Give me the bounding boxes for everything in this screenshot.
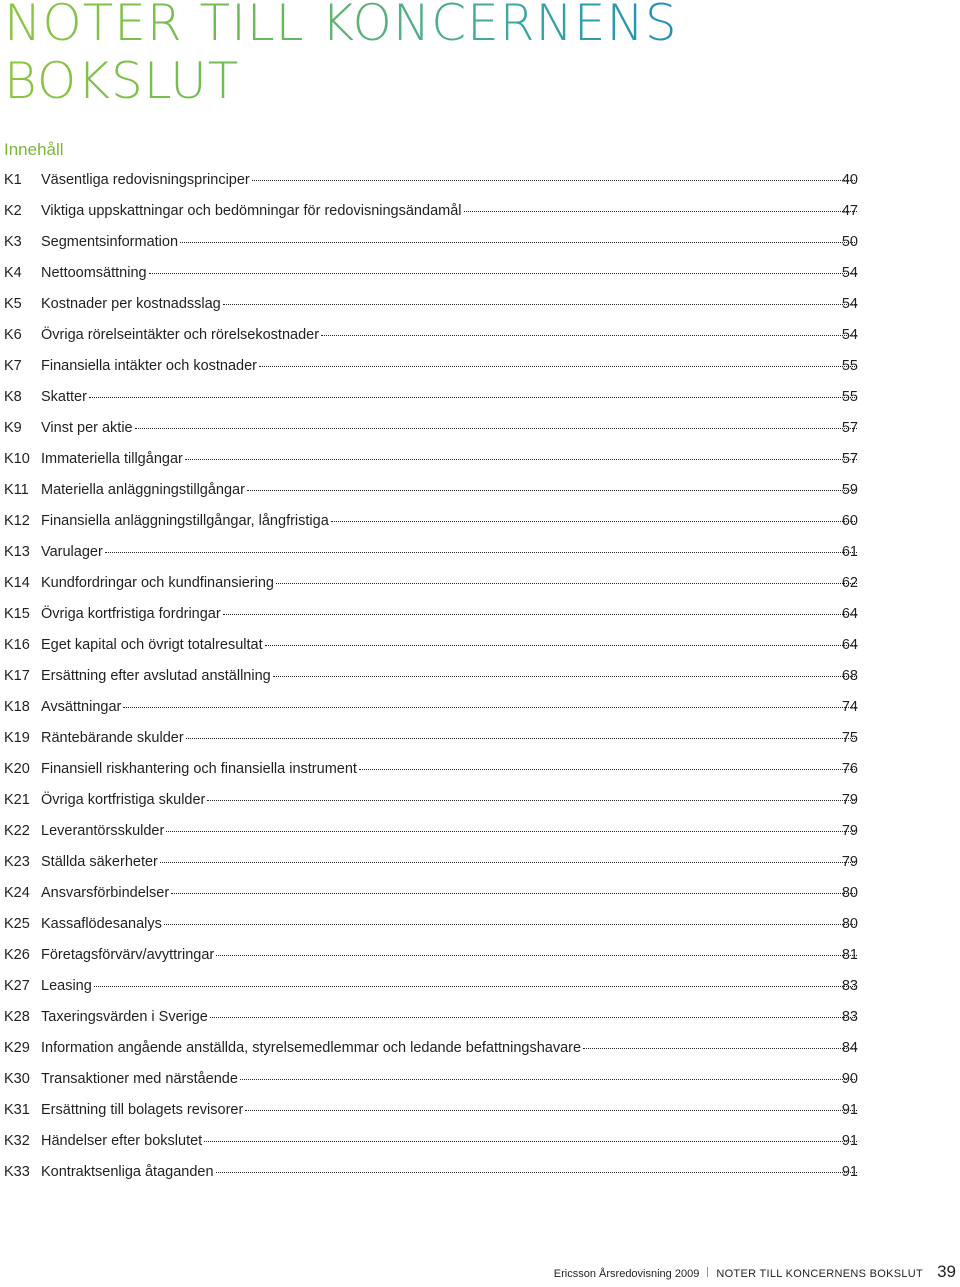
toc-row [0,260,960,291]
toc-entry-label: Ställda säkerheter [41,854,158,870]
toc-entry-label: Taxeringsvärden i Sverige [41,1009,208,1025]
footer-divider [707,1267,708,1277]
toc-note-number: K31 [4,1102,30,1118]
toc-note-number: K19 [4,730,30,746]
toc-dot-leader [359,769,857,770]
toc-row [0,1097,960,1128]
toc-row [0,570,960,601]
toc-note-number: K2 [4,203,22,219]
toc-dot-leader [185,459,857,460]
toc-row [0,849,960,880]
toc-row [0,1004,960,1035]
toc-entry [41,849,858,875]
toc-page-number: 79 [841,854,858,870]
toc-row [0,229,960,260]
toc-page-number: 79 [841,792,858,808]
toc-entry [41,291,858,317]
toc-page-number: 68 [841,668,858,684]
toc-page-number: 64 [841,606,858,622]
toc-dot-leader [252,180,857,181]
toc-page-number: 60 [841,513,858,529]
toc-row [0,725,960,756]
toc-dot-leader [180,242,857,243]
toc-dot-leader [223,614,857,615]
toc-entry-label: Materiella anläggningstillgångar [41,482,245,498]
toc-entry-label: Finansiella intäkter och kostnader [41,358,258,374]
toc-page-number: 54 [841,327,858,343]
toc-entry [41,508,858,534]
toc-entry [41,539,858,565]
toc-page-number: 83 [841,978,858,994]
toc-note-number: K10 [4,451,30,467]
toc-page-number: 81 [841,947,858,963]
toc-page-number: 64 [841,637,858,653]
toc-entry-label: Skatter [41,389,87,405]
toc-page-number: 50 [841,234,858,250]
toc-dot-leader [216,955,857,956]
toc-entry-label: Väsentliga redovisningsprinciper [41,172,250,188]
toc-dot-leader [164,924,857,925]
toc-entry-label: Leverantörsskulder [41,823,165,839]
toc-page-number: 61 [841,544,858,560]
toc-note-number: K5 [4,296,22,312]
toc-row [0,198,960,229]
toc-page-number: 47 [841,203,858,219]
toc-note-number: K13 [4,544,30,560]
toc-entry [41,415,858,441]
toc-row [0,601,960,632]
toc-row [0,539,960,570]
toc-page-number: 80 [841,885,858,901]
toc-entry [41,942,858,968]
toc-note-number: K26 [4,947,30,963]
toc-page-number: 76 [841,761,858,777]
toc-entry-label: Immateriella tillgångar [41,451,183,467]
toc-dot-leader [259,366,857,367]
toc-entry [41,229,858,255]
toc-page-number: 90 [841,1071,858,1087]
toc-note-number: K1 [4,172,22,188]
toc-entry [41,973,858,999]
toc-entry-label: Övriga rörelseintäkter och rörelsekostnader [41,327,320,343]
toc-page-number: 79 [841,823,858,839]
toc-entry-label: Transaktioner med närstående [41,1071,238,1087]
toc-row [0,880,960,911]
toc-page-number: 40 [841,172,858,188]
toc-dot-leader [216,1172,857,1173]
toc-entry-label: Ersättning efter avslutad anställning [41,668,271,684]
toc-note-number: K4 [4,265,22,281]
toc-row [0,1066,960,1097]
toc-page-number: 57 [841,420,858,436]
toc-entry [41,663,858,689]
toc-entry-label: Viktiga uppskattningar och bedömningar för redovisningsändamål [41,203,462,219]
toc-entry [41,1159,858,1185]
toc-entry-label: Ersättning till bolagets revisorer [41,1102,244,1118]
footer-section-title: NOTER TILL KONCERNENS BOKSLUT [716,1268,924,1280]
toc-dot-leader [166,831,857,832]
toc-entry-label: Övriga kortfristiga fordringar [41,606,221,622]
toc-dot-leader [210,1017,857,1018]
toc-row [0,167,960,198]
toc-entry-label: Varulager [41,544,103,560]
toc-page-number: 91 [841,1164,858,1180]
toc-entry [41,446,858,472]
toc-page-number: 55 [841,358,858,374]
toc-dot-leader [464,211,858,212]
toc-page-number: 59 [841,482,858,498]
toc-dot-leader [321,335,857,336]
toc-note-number: K25 [4,916,30,932]
toc-entry [41,260,858,286]
toc-entry-label: Vinst per aktie [41,420,133,436]
toc-page-number: 55 [841,389,858,405]
toc-page-number: 62 [841,575,858,591]
toc-page-number: 54 [841,265,858,281]
toc-row [0,942,960,973]
toc-entry-label: Ansvarsförbindelser [41,885,170,901]
toc-dot-leader [223,304,857,305]
toc-row [0,694,960,725]
toc-note-number: K3 [4,234,22,250]
toc-entry-label: Kostnader per kostnadsslag [41,296,221,312]
toc-dot-leader [149,273,857,274]
toc-page-number: 74 [841,699,858,715]
toc-row [0,322,960,353]
toc-page-number: 57 [841,451,858,467]
toc-note-number: K6 [4,327,22,343]
toc-page-number: 91 [841,1133,858,1149]
toc-entry-label: Företagsförvärv/avyttringar [41,947,215,963]
toc-dot-leader [135,428,857,429]
toc-note-number: K32 [4,1133,30,1149]
toc-dot-leader [186,738,857,739]
toc-page-number: 84 [841,1040,858,1056]
toc-row [0,756,960,787]
toc-entry [41,601,858,627]
toc-note-number: K17 [4,668,30,684]
toc-entry [41,725,858,751]
toc-entry-label: Kontraktsenliga åtaganden [41,1164,214,1180]
toc-note-number: K20 [4,761,30,777]
toc-entry-label: Finansiella anläggningstillgångar, långfristiga [41,513,329,529]
toc-note-number: K14 [4,575,30,591]
toc-note-number: K24 [4,885,30,901]
toc-note-number: K11 [4,482,29,498]
toc-row [0,632,960,663]
toc-entry [41,1128,858,1154]
toc-note-number: K15 [4,606,30,622]
toc-page-number: 83 [841,1009,858,1025]
toc-entry [41,818,858,844]
page-title-line-1: NOTER TILL KONCERNENS [4,0,678,52]
toc-note-number: K30 [4,1071,30,1087]
toc-entry-label: Övriga kortfristiga skulder [41,792,206,808]
toc-entry-label: Segmentsinformation [41,234,179,250]
toc-dot-leader [247,490,857,491]
toc-entry [41,911,858,937]
toc-note-number: K23 [4,854,30,870]
toc-row [0,353,960,384]
toc-row [0,787,960,818]
toc-entry [41,787,858,813]
toc-row [0,1128,960,1159]
toc-dot-leader [245,1110,857,1111]
toc-row [0,291,960,322]
toc-entry-label: Avsättningar [41,699,122,715]
toc-dot-leader [240,1079,857,1080]
toc-entry [41,477,858,503]
toc-entry [41,880,858,906]
toc-entry [41,1004,858,1030]
toc-note-number: K16 [4,637,30,653]
toc-entry-label: Finansiell riskhantering och finansiella instrument [41,761,357,777]
page-footer [554,1262,956,1282]
toc-note-number: K12 [4,513,30,529]
toc-note-number: K28 [4,1009,30,1025]
toc-dot-leader [171,893,857,894]
toc-note-number: K22 [4,823,30,839]
toc-row [0,508,960,539]
toc-note-number: K18 [4,699,30,715]
toc-page-number: 54 [841,296,858,312]
toc-entry-label: Nettoomsättning [41,265,147,281]
toc-dot-leader [123,707,857,708]
toc-note-number: K33 [4,1164,30,1180]
toc-row [0,477,960,508]
toc-dot-leader [160,862,857,863]
toc-entry [41,384,858,410]
footer-publication: Ericsson Årsredovisning 2009 [553,1268,700,1280]
toc-entry [41,1097,858,1123]
toc-dot-leader [265,645,857,646]
toc-entry-label: Kundfordringar och kundfinansiering [41,575,274,591]
toc-row [0,446,960,477]
toc-entry-label: Information angående anställda, styrelsemedlemmar och ledande befattningshavare [41,1040,582,1056]
table-of-contents [0,167,960,1190]
toc-entry [41,198,858,224]
toc-dot-leader [94,986,857,987]
toc-dot-leader [276,583,857,584]
toc-page-number: 75 [841,730,858,746]
toc-entry [41,1066,858,1092]
toc-row [0,663,960,694]
toc-row [0,1159,960,1190]
toc-row [0,415,960,446]
toc-dot-leader [105,552,857,553]
toc-note-number: K7 [4,358,22,374]
toc-entry-label: Händelser efter bokslutet [41,1133,203,1149]
toc-note-number: K27 [4,978,30,994]
toc-note-number: K29 [4,1040,30,1056]
toc-entry-label: Kassaflödesanalys [41,916,162,932]
toc-note-number: K8 [4,389,22,405]
toc-dot-leader [207,800,857,801]
toc-row [0,1035,960,1066]
toc-page-number: 80 [841,916,858,932]
toc-note-number: K21 [4,792,30,808]
toc-entry [41,632,858,658]
toc-entry [41,570,858,596]
toc-page-number: 91 [841,1102,858,1118]
toc-entry [41,1035,858,1061]
page-title-line-2: BOKSLUT [4,52,240,110]
toc-entry [41,167,858,193]
toc-row [0,973,960,1004]
toc-entry [41,353,858,379]
page-title [4,0,678,110]
toc-entry [41,694,858,720]
toc-dot-leader [273,676,857,677]
toc-entry-label: Eget kapital och övrigt totalresultat [41,637,263,653]
toc-entry [41,756,858,782]
page-number: 39 [937,1262,956,1281]
toc-dot-leader [89,397,857,398]
toc-row [0,818,960,849]
toc-entry-label: Leasing [41,978,92,994]
toc-entry-label: Räntebärande skulder [41,730,184,746]
toc-entry [41,322,858,348]
toc-row [0,384,960,415]
toc-row [0,911,960,942]
toc-dot-leader [583,1048,857,1049]
toc-dot-leader [204,1141,857,1142]
contents-heading: Innehåll [4,140,64,159]
toc-dot-leader [331,521,857,522]
toc-note-number: K9 [4,420,22,436]
